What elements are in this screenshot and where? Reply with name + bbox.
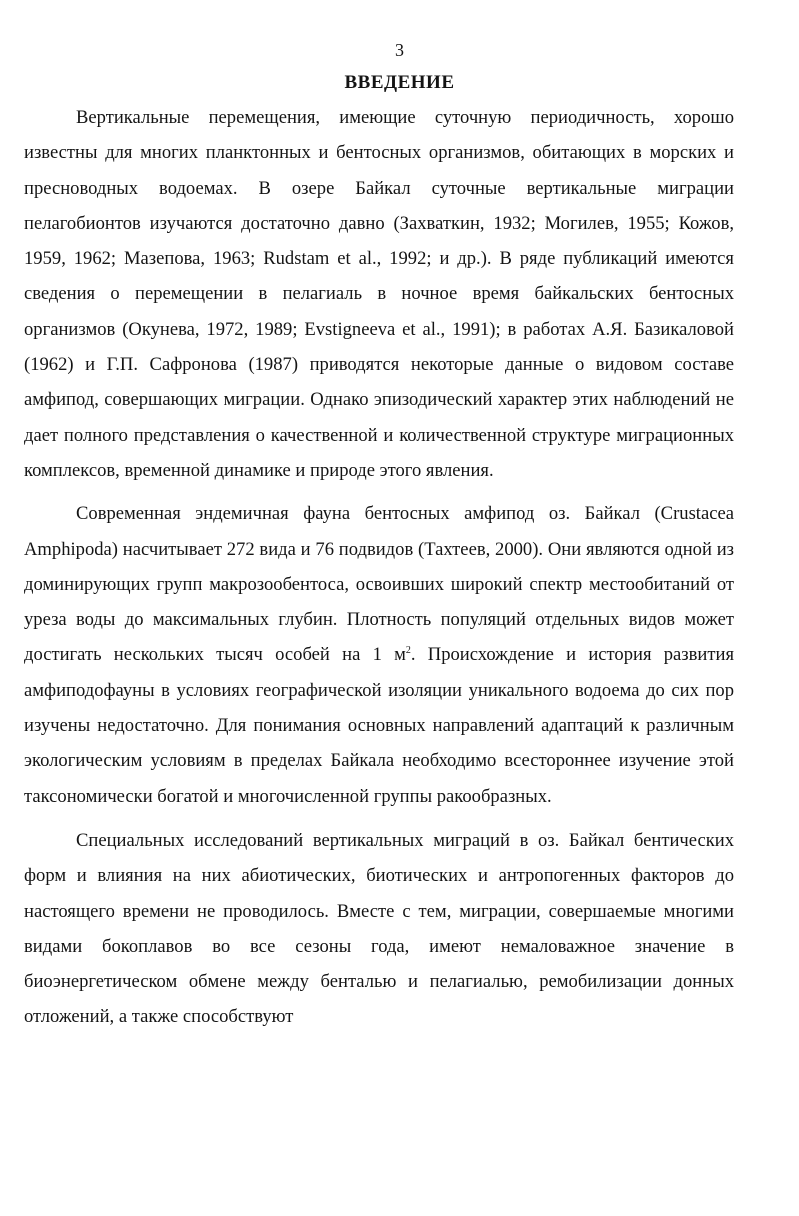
paragraph-1: Вертикальные перемещения, имеющие суточную периодичность, хорошо известны для многих планктонных и бентосных организмов, обитающих в морских и пресноводных водоемах. В озере Байкал суточные вертикальные миграции пелагобионтов изучаются достаточно давно (Захваткин, 1932; Могилев, 1955; Кожов, 1959, 1962; Мазепова, 1963; Rudstam et al., 1992; и др.). В ряде публикаций имеются сведения о перемещении в пелагиаль в ночное время байкальских бентосных организмов (Окунева, 1972, 1989; Evstigneeva et al., 1991); в работах А.Я. Базикаловой (1962) и Г.П. Сафронова (1987) приводятся некоторые данные о видовом составе амфипод, совершающих миграции. Однако эпизодический характер этих наблюдений не дает полного представления о качественной и количественной структуре миграционных комплексов, временной динамике и природе этого явления. xyxy=(24,107,734,481)
paragraph-2 xyxy=(24,496,734,814)
paragraph-2-part-1: Современная эндемичная фауна бентосных амфипод оз. Байкал (Crustacea Amphipoda) насчитывает 272 вида и 76 подвидов (Тахтеев, 2000). Они являются одной из доминирующих групп макрозообентоса, освоивших широкий спектр местообитаний от уреза воды до максимальных глубин. Плотность популяций отдельных видов может достигать нескольких тысяч особей на 1 м xyxy=(24,503,734,666)
paragraph-3: Специальных исследований вертикальных миграций в оз. Байкал бентических форм и влияния на них абиотических, биотических и антропогенных факторов до настоящего времени не проводилось. Вместе с тем, миграции, совершаемые многими видами бокоплавов во все сезоны года, имеют немаловажное значение в биоэнергетическом обмене между бенталью и пелагиалью, ремобилизации донных отложений, а также способствуют xyxy=(24,829,734,1028)
body-text xyxy=(24,100,734,1035)
superscript-2: 2 xyxy=(405,645,411,657)
paragraph-2-part-2: . Происхождение и история развития амфиподофауны в условиях географической изоляции уникального водоема до сих пор изучены недостаточно. Для понимания основных направлений адаптаций к различным экологическим условиям в пределах Байкала необходимо всестороннее изучение этой таксономически богатой и многочисленной группы ракообразных. xyxy=(24,644,734,807)
section-title: ВВЕДЕНИЕ xyxy=(344,72,455,93)
page-number: 3 xyxy=(395,40,404,60)
